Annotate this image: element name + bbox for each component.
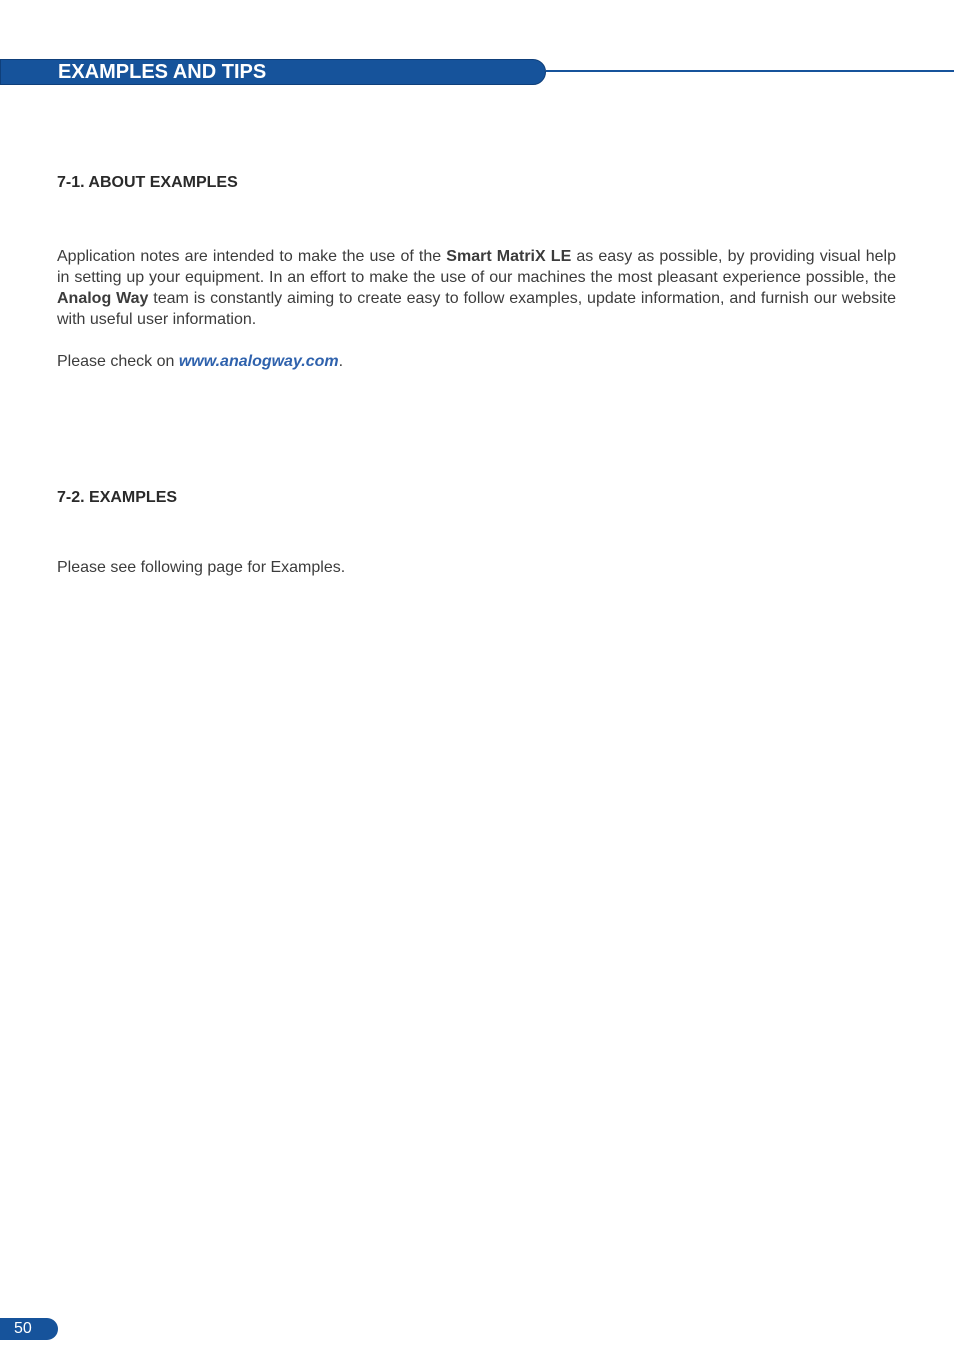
website-link[interactable]: www.analogway.com [178,353,339,370]
para-text: Application notes are intended to make the use of the [57,248,447,265]
page-number-tab [0,1318,58,1340]
website-paragraph [57,351,896,372]
about-examples-paragraph [57,246,896,330]
page-number: 50 [14,1320,32,1337]
section-title-examples: 7-2. EXAMPLES [57,489,178,506]
para-text: as easy as possible, by providing visual help in setting up your equipment. In an effort to make the use of our machines the most pleasant experience possible, the [57,248,896,286]
para-text: . [338,353,344,370]
chapter-title: EXAMPLES AND TIPS [58,61,267,83]
examples-paragraph: Please see following page for Examples. [57,559,346,576]
section-title-about-examples: 7-1. ABOUT EXAMPLES [57,174,238,191]
product-name: Smart MatriX LE [446,248,572,265]
para-text: team is constantly aiming to create easy to follow examples, update information, and furnish our website with useful user information. [57,290,897,328]
company-name: Analog Way [57,290,149,307]
para-text: Please check on [57,353,179,370]
chapter-header-bar [0,59,546,85]
header-rule [546,70,954,72]
